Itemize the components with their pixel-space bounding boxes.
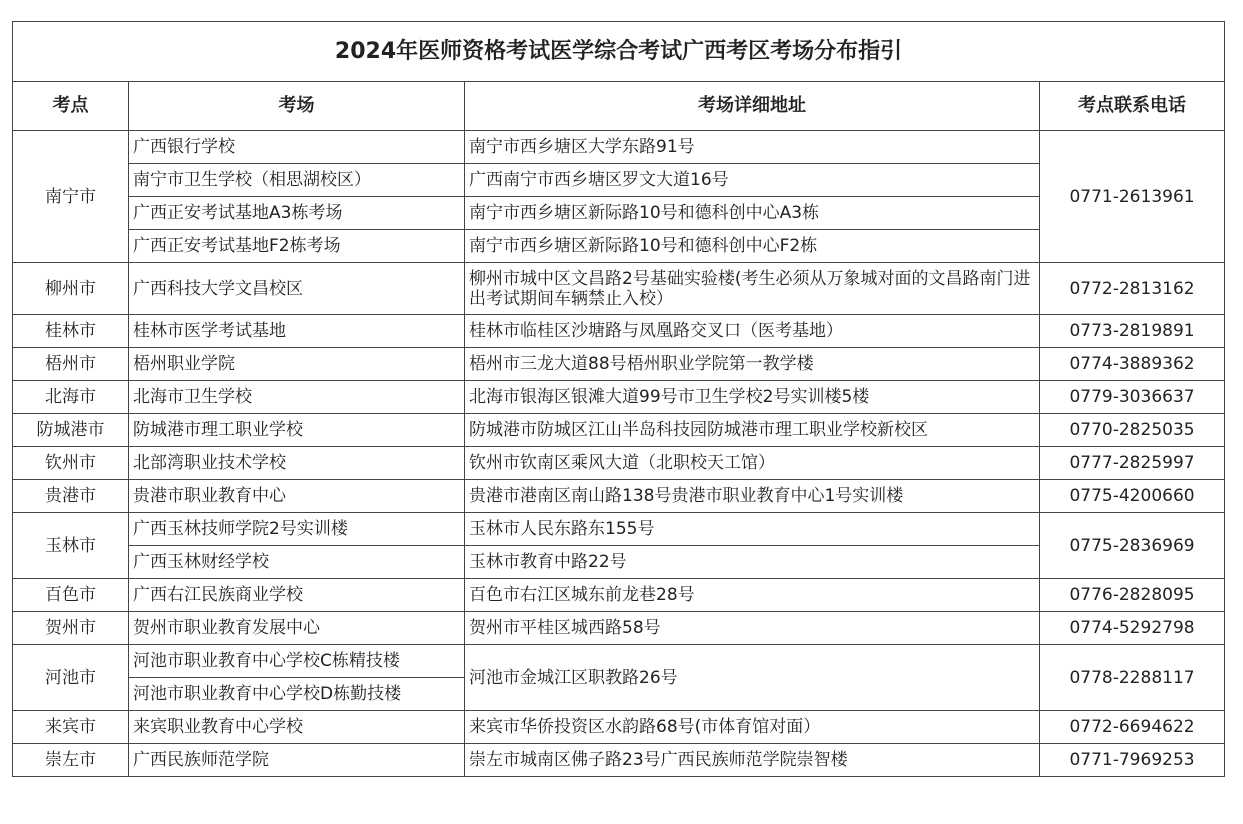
table-row	[13, 744, 1225, 777]
cell-phone: 0775-4200660	[1040, 480, 1225, 513]
cell-phone: 0774-5292798	[1040, 612, 1225, 645]
cell-phone: 0771-7969253	[1040, 744, 1225, 777]
table-row	[13, 131, 1225, 164]
table-row	[13, 480, 1225, 513]
cell-site: 来宾职业教育中心学校	[129, 711, 465, 744]
cell-site: 北部湾职业技术学校	[129, 447, 465, 480]
cell-address: 柳州市城中区文昌路2号基础实验楼(考生必须从万象城对面的文昌路南门进出考试期间车辆禁止入校）	[465, 263, 1040, 315]
cell-address: 防城港市防城区江山半岛科技园防城港市理工职业学校新校区	[465, 414, 1040, 447]
cell-phone: 0773-2819891	[1040, 315, 1225, 348]
cell-phone: 0771-2613961	[1040, 131, 1225, 263]
cell-address: 桂林市临桂区沙塘路与凤凰路交叉口（医考基地）	[465, 315, 1040, 348]
cell-address: 南宁市西乡塘区新际路10号和德科创中心A3栋	[465, 197, 1040, 230]
cell-site: 桂林市医学考试基地	[129, 315, 465, 348]
cell-city: 南宁市	[13, 131, 129, 263]
cell-city: 防城港市	[13, 414, 129, 447]
table-title: 2024年医师资格考试医学综合考试广西考区考场分布指引	[13, 22, 1225, 82]
header-site: 考场	[129, 82, 465, 131]
cell-city: 玉林市	[13, 513, 129, 579]
cell-site: 防城港市理工职业学校	[129, 414, 465, 447]
cell-site: 广西玉林财经学校	[129, 546, 465, 579]
table-row	[13, 414, 1225, 447]
cell-site: 南宁市卫生学校（相思湖校区）	[129, 164, 465, 197]
cell-address: 广西南宁市西乡塘区罗文大道16号	[465, 164, 1040, 197]
cell-address: 钦州市钦南区乘风大道（北职校天工馆）	[465, 447, 1040, 480]
cell-address: 玉林市教育中路22号	[465, 546, 1040, 579]
table-row	[13, 612, 1225, 645]
header-address: 考场详细地址	[465, 82, 1040, 131]
table-row	[13, 579, 1225, 612]
cell-city: 来宾市	[13, 711, 129, 744]
table-row	[13, 645, 1225, 678]
cell-city: 百色市	[13, 579, 129, 612]
cell-phone: 0772-6694622	[1040, 711, 1225, 744]
table-row	[13, 263, 1225, 315]
cell-site: 贺州市职业教育发展中心	[129, 612, 465, 645]
cell-site: 广西右江民族商业学校	[129, 579, 465, 612]
cell-site: 广西玉林技师学院2号实训楼	[129, 513, 465, 546]
header-phone: 考点联系电话	[1040, 82, 1225, 131]
exam-site-table	[12, 21, 1225, 777]
cell-site: 河池市职业教育中心学校C栋精技楼	[129, 645, 465, 678]
cell-city: 贵港市	[13, 480, 129, 513]
cell-city: 北海市	[13, 381, 129, 414]
cell-phone: 0777-2825997	[1040, 447, 1225, 480]
cell-city: 河池市	[13, 645, 129, 711]
table-row	[13, 315, 1225, 348]
table-row	[13, 381, 1225, 414]
table-row	[13, 447, 1225, 480]
header-city: 考点	[13, 82, 129, 131]
cell-phone: 0772-2813162	[1040, 263, 1225, 315]
cell-site: 梧州职业学院	[129, 348, 465, 381]
cell-phone: 0775-2836969	[1040, 513, 1225, 579]
cell-city: 桂林市	[13, 315, 129, 348]
cell-address: 崇左市城南区佛子路23号广西民族师范学院崇智楼	[465, 744, 1040, 777]
table-row	[13, 348, 1225, 381]
cell-phone: 0774-3889362	[1040, 348, 1225, 381]
cell-address: 来宾市华侨投资区水韵路68号(市体育馆对面）	[465, 711, 1040, 744]
cell-address: 贺州市平桂区城西路58号	[465, 612, 1040, 645]
cell-address: 梧州市三龙大道88号梧州职业学院第一教学楼	[465, 348, 1040, 381]
cell-address: 南宁市西乡塘区大学东路91号	[465, 131, 1040, 164]
cell-address: 贵港市港南区南山路138号贵港市职业教育中心1号实训楼	[465, 480, 1040, 513]
cell-city: 钦州市	[13, 447, 129, 480]
cell-phone: 0770-2825035	[1040, 414, 1225, 447]
cell-site: 河池市职业教育中心学校D栋勤技楼	[129, 678, 465, 711]
cell-phone: 0776-2828095	[1040, 579, 1225, 612]
cell-address: 南宁市西乡塘区新际路10号和德科创中心F2栋	[465, 230, 1040, 263]
cell-site: 广西银行学校	[129, 131, 465, 164]
cell-phone: 0778-2288117	[1040, 645, 1225, 711]
cell-city: 柳州市	[13, 263, 129, 315]
cell-city: 梧州市	[13, 348, 129, 381]
cell-address: 北海市银海区银滩大道99号市卫生学校2号实训楼5楼	[465, 381, 1040, 414]
cell-site: 北海市卫生学校	[129, 381, 465, 414]
cell-address: 百色市右江区城东前龙巷28号	[465, 579, 1040, 612]
table-row	[13, 513, 1225, 546]
cell-city: 崇左市	[13, 744, 129, 777]
cell-site: 广西正安考试基地F2栋考场	[129, 230, 465, 263]
cell-address: 玉林市人民东路东155号	[465, 513, 1040, 546]
cell-city: 贺州市	[13, 612, 129, 645]
cell-site: 广西科技大学文昌校区	[129, 263, 465, 315]
cell-site: 广西正安考试基地A3栋考场	[129, 197, 465, 230]
table-row	[13, 711, 1225, 744]
cell-site: 贵港市职业教育中心	[129, 480, 465, 513]
cell-address: 河池市金城江区职教路26号	[465, 645, 1040, 711]
cell-site: 广西民族师范学院	[129, 744, 465, 777]
cell-phone: 0779-3036637	[1040, 381, 1225, 414]
